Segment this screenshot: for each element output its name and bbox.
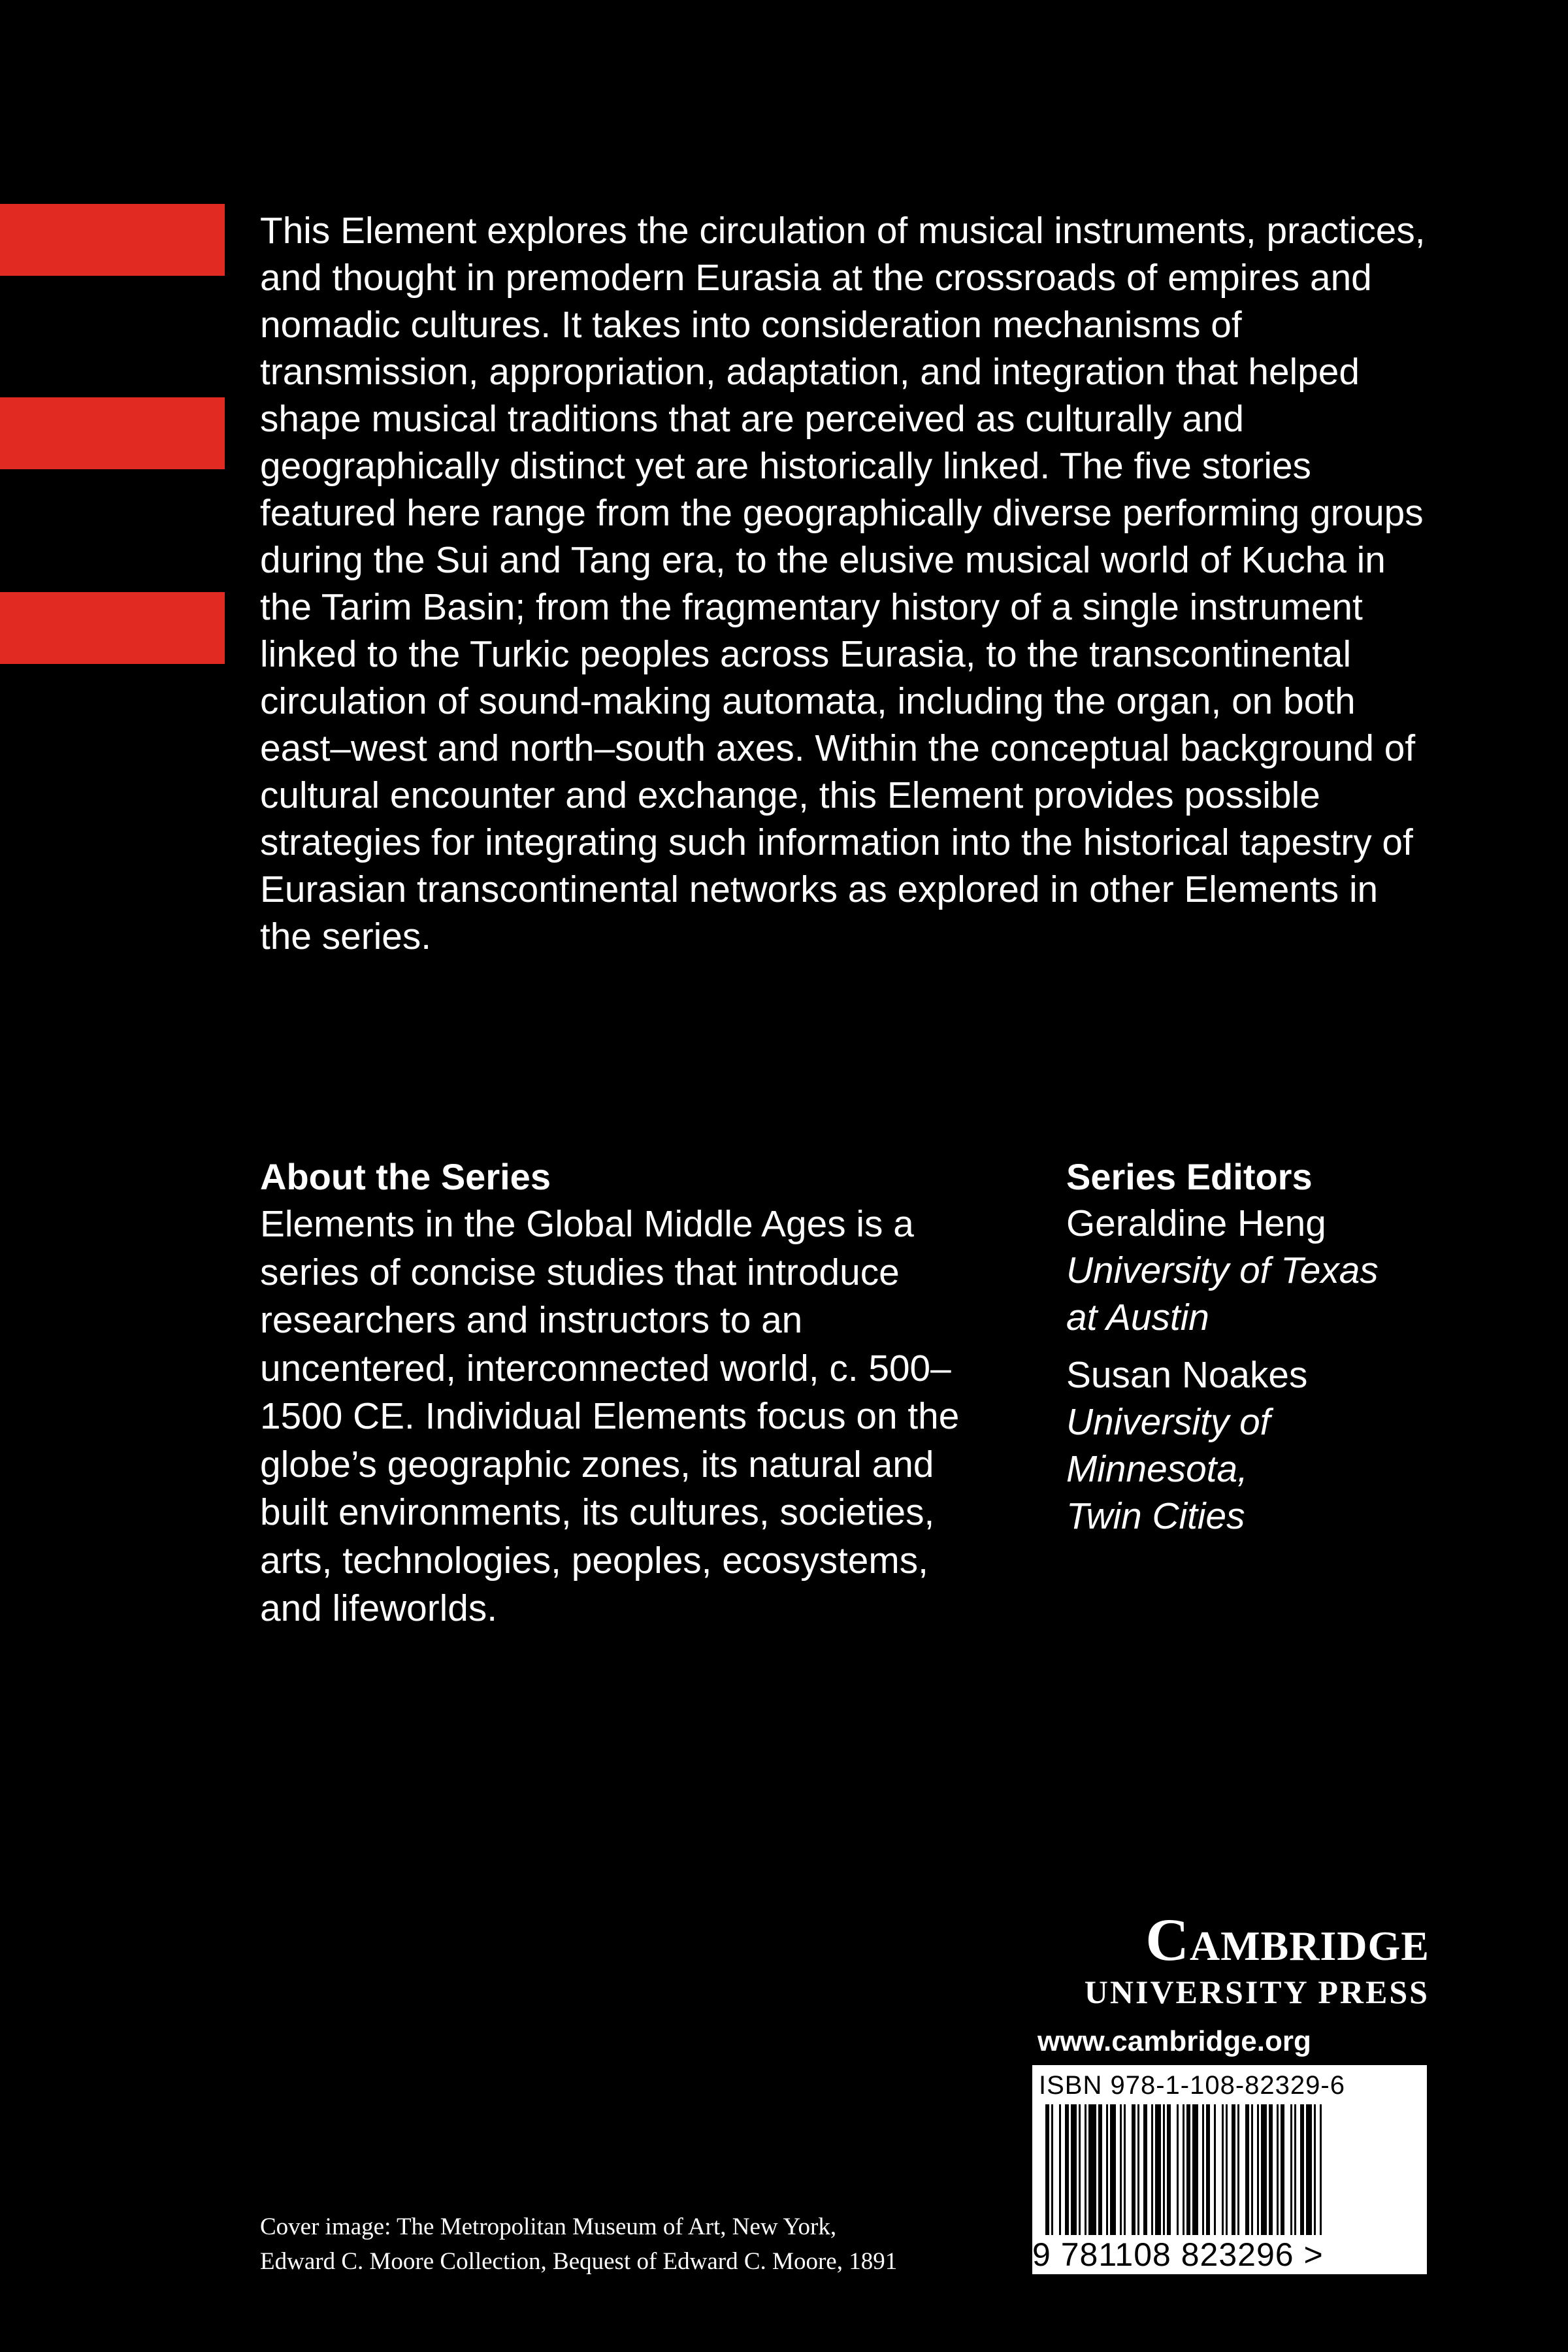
red-accent-bar-2 bbox=[0, 397, 225, 469]
barcode-bar bbox=[1132, 2104, 1135, 2235]
credit-line-2: Edward C. Moore Collection, Bequest of Edward C. Moore, 1891 bbox=[260, 2248, 898, 2275]
barcode-bar bbox=[1151, 2104, 1153, 2235]
barcode-bar bbox=[1232, 2104, 1235, 2235]
about-series-heading: About the Series bbox=[260, 1156, 551, 1197]
isbn-barcode bbox=[1032, 2065, 1427, 2274]
barcode-bar bbox=[1314, 2104, 1316, 2235]
barcode-bar bbox=[1202, 2104, 1204, 2235]
isbn-label: ISBN 978-1-108-82329-6 bbox=[1039, 2071, 1345, 2100]
publisher-url: www.cambridge.org bbox=[1037, 2025, 1311, 2057]
barcode-bar bbox=[1214, 2104, 1216, 2235]
barcode-bar bbox=[1167, 2104, 1171, 2235]
barcode-bar bbox=[1245, 2104, 1249, 2235]
barcode-bar bbox=[1206, 2104, 1210, 2235]
barcode-bars bbox=[1045, 2104, 1414, 2235]
barcode-bar bbox=[1294, 2104, 1296, 2235]
barcode-bar bbox=[1098, 2104, 1102, 2235]
barcode-bar bbox=[1065, 2104, 1069, 2235]
editor-affiliation: University of Texas at Austin bbox=[1066, 1250, 1379, 1338]
barcode-bar bbox=[1110, 2104, 1116, 2235]
barcode-bar bbox=[1143, 2104, 1147, 2235]
barcode-bar bbox=[1045, 2104, 1049, 2235]
publisher-logo bbox=[1031, 1907, 1429, 2060]
barcode-bar bbox=[1079, 2104, 1081, 2235]
barcode-bar bbox=[1163, 2104, 1165, 2235]
barcode-bar bbox=[1251, 2104, 1253, 2235]
barcode-bar bbox=[1320, 2104, 1322, 2235]
barcode-bar bbox=[1306, 2104, 1312, 2235]
barcode-bar bbox=[1051, 2104, 1053, 2235]
red-accent-bar-3 bbox=[0, 592, 225, 664]
editor-name: Geraldine Heng bbox=[1066, 1203, 1326, 1244]
barcode-bar bbox=[1155, 2104, 1161, 2235]
barcode-bar bbox=[1088, 2104, 1096, 2235]
barcode-bar bbox=[1085, 2104, 1086, 2235]
barcode-bar bbox=[1124, 2104, 1126, 2235]
barcode-digits: 9 781108 823296 > bbox=[1032, 2236, 1324, 2273]
barcode-bar bbox=[1059, 2104, 1061, 2235]
barcode-bar bbox=[1183, 2104, 1184, 2235]
barcode-bar bbox=[1222, 2104, 1224, 2235]
barcode-bar bbox=[1192, 2104, 1198, 2235]
credit-line-1: Cover image: The Metropolitan Museum of Art, New York, bbox=[260, 2213, 837, 2240]
about-series-text: Elements in the Global Middle Ages is a series of concise studies that introduce researchers and instructors to an uncentered, interconnected world, c. 500–1500 CE. Individual Elements focus on the globe’s geographic zones, its natural and built environments, its cultures, societies, arts, technologies, peoples, ecosystems, and lifeworlds. bbox=[260, 1204, 960, 1629]
about-series-section bbox=[260, 1153, 992, 1633]
barcode-bar bbox=[1281, 2104, 1284, 2235]
barcode-bar bbox=[1277, 2104, 1279, 2235]
editor-affiliation: University of Minnesota, Twin Cities bbox=[1066, 1402, 1271, 1537]
red-accent-bar-1 bbox=[0, 204, 225, 276]
publisher-name: Cambridge bbox=[1145, 1906, 1429, 1973]
series-editors-section bbox=[1066, 1153, 1484, 1540]
barcode-bar bbox=[1290, 2104, 1292, 2235]
barcode-bar bbox=[1269, 2104, 1273, 2235]
editor-name: Susan Noakes bbox=[1066, 1355, 1308, 1396]
barcode-bar bbox=[1177, 2104, 1179, 2235]
barcode-bar bbox=[1226, 2104, 1228, 2235]
barcode-bar bbox=[1237, 2104, 1239, 2235]
book-description: This Element explores the circulation of musical instruments, practices, and thought in premodern Eurasia at the crossroads of empires and nomadic cultures. It takes into consideration mechanisms of transmission, appropriation, adaptation, and integration that helped shape musical traditions that are perceived as culturally and geographically distinct yet are historically linked. The five stories featured here range from the geographically diverse performing groups during the Sui and Tang era, to the elusive musical world of Kucha in the Tarim Basin; from the fragmentary history of a single instrument linked to the Turkic peoples across Eurasia, to the transcontinental circulation of sound-making automata, including the organ, on both east–west and north–south axes. Within the conceptual background of cultural encounter and exchange, this Element provides possible strategies for integrating such information into the historical tapestry of Eurasian transcontinental networks as explored in other Elements in the series. bbox=[260, 210, 1426, 957]
editor-entry bbox=[1066, 1201, 1484, 1342]
editor-entry bbox=[1066, 1352, 1484, 1540]
barcode-bar bbox=[1186, 2104, 1190, 2235]
barcode-bar bbox=[1300, 2104, 1304, 2235]
cover-image-credit bbox=[260, 2210, 1018, 2279]
barcode-bar bbox=[1106, 2104, 1108, 2235]
barcode-bar bbox=[1261, 2104, 1267, 2235]
barcode-bar bbox=[1257, 2104, 1259, 2235]
series-editors-heading: Series Editors bbox=[1066, 1156, 1313, 1197]
barcode-bar bbox=[1120, 2104, 1122, 2235]
publisher-subtitle: UNIVERSITY PRESS bbox=[1084, 1974, 1429, 2010]
barcode-bar bbox=[1137, 2104, 1139, 2235]
barcode-bar bbox=[1071, 2104, 1077, 2235]
